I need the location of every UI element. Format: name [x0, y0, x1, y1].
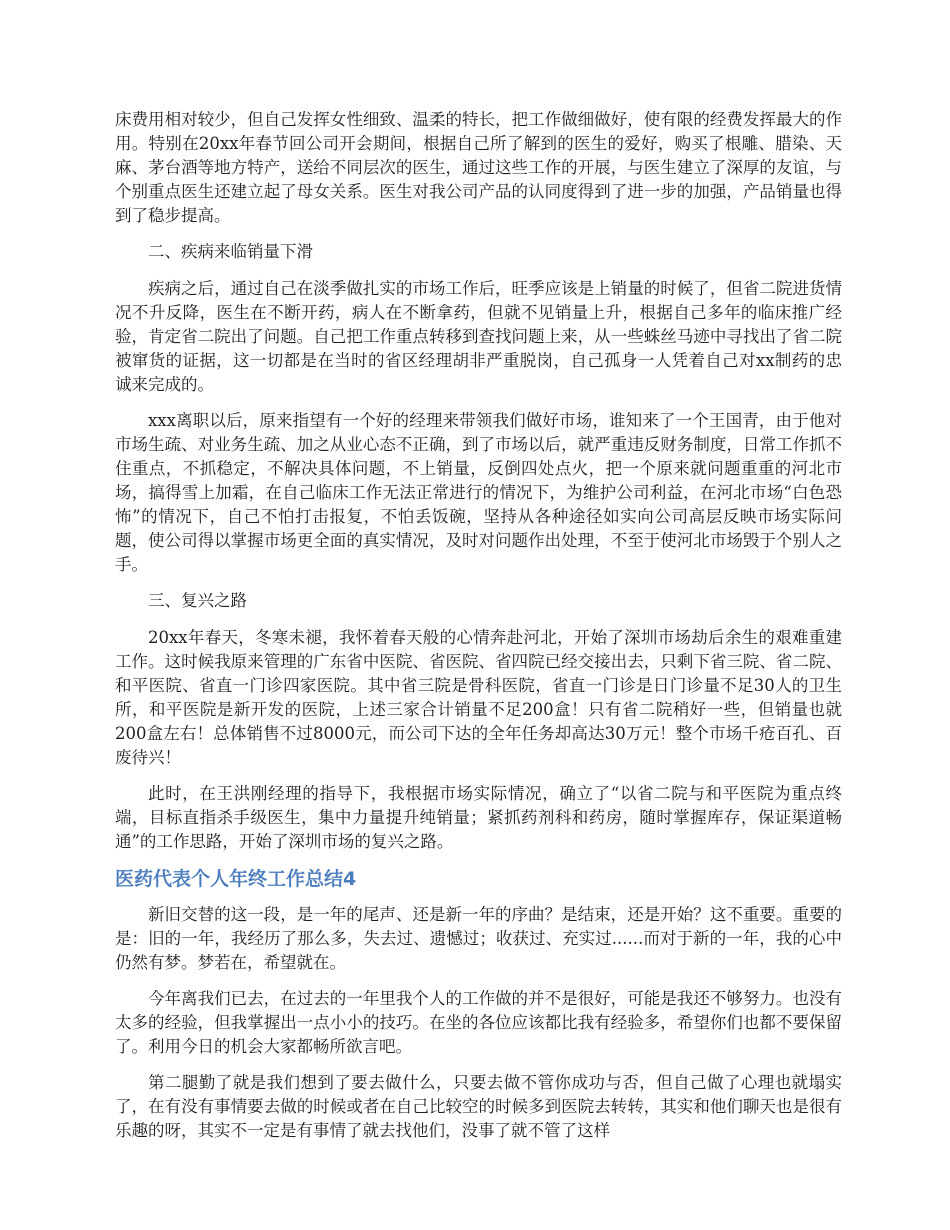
paragraph-6: 20xx年春天，冬寒未褪，我怀着春天般的心情奔赴河北，开始了深圳市场劫后余生的艰难重建工作。这时候我原来管理的广东省中医院、省医院、省四院已经交接出去，只剩下省三院、省二院、和平医院、省直一门诊四家医院。其中省三院是骨科医院，省直一门诊是日门诊量不足30人的卫生所，和平医院是新开发的医院，上述三家合计销量不足200盒！只有省二院稍好一些，但销量也就200盒左右！总体销售不过8000元，而公司下达的全年任务却高达30万元！整个市场千疮百孔、百废待兴！	[115, 628, 842, 767]
paragraph-9: 今年离我们已去，在过去的一年里我个人的工作做的并不是很好，可能是我还不够努力。也没有太多的经验，但我掌握出一点小小的技巧。在坐的各位应该都比我有经验多，希望你们也都不要保留了。利用今日的机会大家都畅所欲言吧。	[115, 989, 842, 1056]
paragraph-1: 床费用相对较少，但自己发挥女性细致、温柔的特长，把工作做细做好，使有限的经费发挥最大的作用。特别在20xx年春节回公司开会期间，根据自己所了解到的医生的爱好，购买了根雕、腊染、天麻、茅台酒等地方特产，送给不同层次的医生，通过这些工作的开展，与医生建立了深厚的友谊，与个别重点医生还建立起了母女关系。医生对我公司产品的认同度得到了进一步的加强，产品销量也得到了稳步提高。	[115, 110, 842, 225]
paragraph-8: 新旧交替的这一段，是一年的尾声、还是新一年的序曲？是结束，还是开始？这不重要。重要的是：旧的一年，我经历了那么多，失去过、遗憾过；收获过、充实过......而对于新的一年，我的心中仍然有梦。梦若在，希望就在。	[115, 905, 842, 972]
section-title: 医药代表个人年终工作总结4	[115, 868, 357, 890]
paragraph-7: 此时，在王洪刚经理的指导下，我根据市场实际情况，确立了“以省二院与和平医院为重点终端，目标直指杀手级医生，集中力量提升纯销量；紧抓药剂科和药房，随时掌握库存，保证渠道畅通”的工作思路，开始了深圳市场的复兴之路。	[115, 784, 842, 851]
document-page	[115, 108, 842, 1155]
paragraph-3: 疾病之后，通过自己在淡季做扎实的市场工作后，旺季应该是上销量的时候了，但省二院进货情况不升反降，医生在不断开药，病人在不断拿药，但就不见销量上升，根据自己多年的临床推广经验，肯定省二院出了问题。自己把工作重点转移到查找问题上来，从一些蛛丝马迹中寻找出了省二院被窜货的证据，这一切都是在当时的省区经理胡非严重脱岗，自己孤身一人凭着自己对xx制药的忠诚来完成的。	[115, 279, 842, 394]
paragraph-10: 第二腿勤了就是我们想到了要去做什么，只要去做不管你成功与否，但自己做了心理也就塌实了，在有没有事情要去做的时候或者在自己比较空的时候多到医院去转转，其实和他们聊天也是很有乐趣的呀，其实不一定是有事情了就去找他们，没事了就不管了这样	[115, 1073, 842, 1140]
paragraph-4: xxx离职以后，原来指望有一个好的经理来带领我们做好市场，谁知来了一个王国青，由于他对市场生疏、对业务生疏、加之从业心态不正确，到了市场以后，就严重违反财务制度，日常工作抓不住重点，不抓稳定，不解决具体问题，不上销量，反倒四处点火，把一个原来就问题重重的河北市场，搞得雪上加霜，在自己临床工作无法正常进行的情况下，为维护公司利益，在河北市场“白色恐怖”的情况下，自己不怕打击报复，不怕丢饭碗，坚持从各种途径如实向公司高层反映市场实际问题，使公司得以掌握市场更全面的真实情况，及时对问题作出处理，不至于使河北市场毁于个别人之手。	[115, 411, 842, 574]
subheading-2: 二、疾病来临销量下滑	[148, 242, 313, 261]
subheading-5: 三、复兴之路	[148, 591, 247, 610]
